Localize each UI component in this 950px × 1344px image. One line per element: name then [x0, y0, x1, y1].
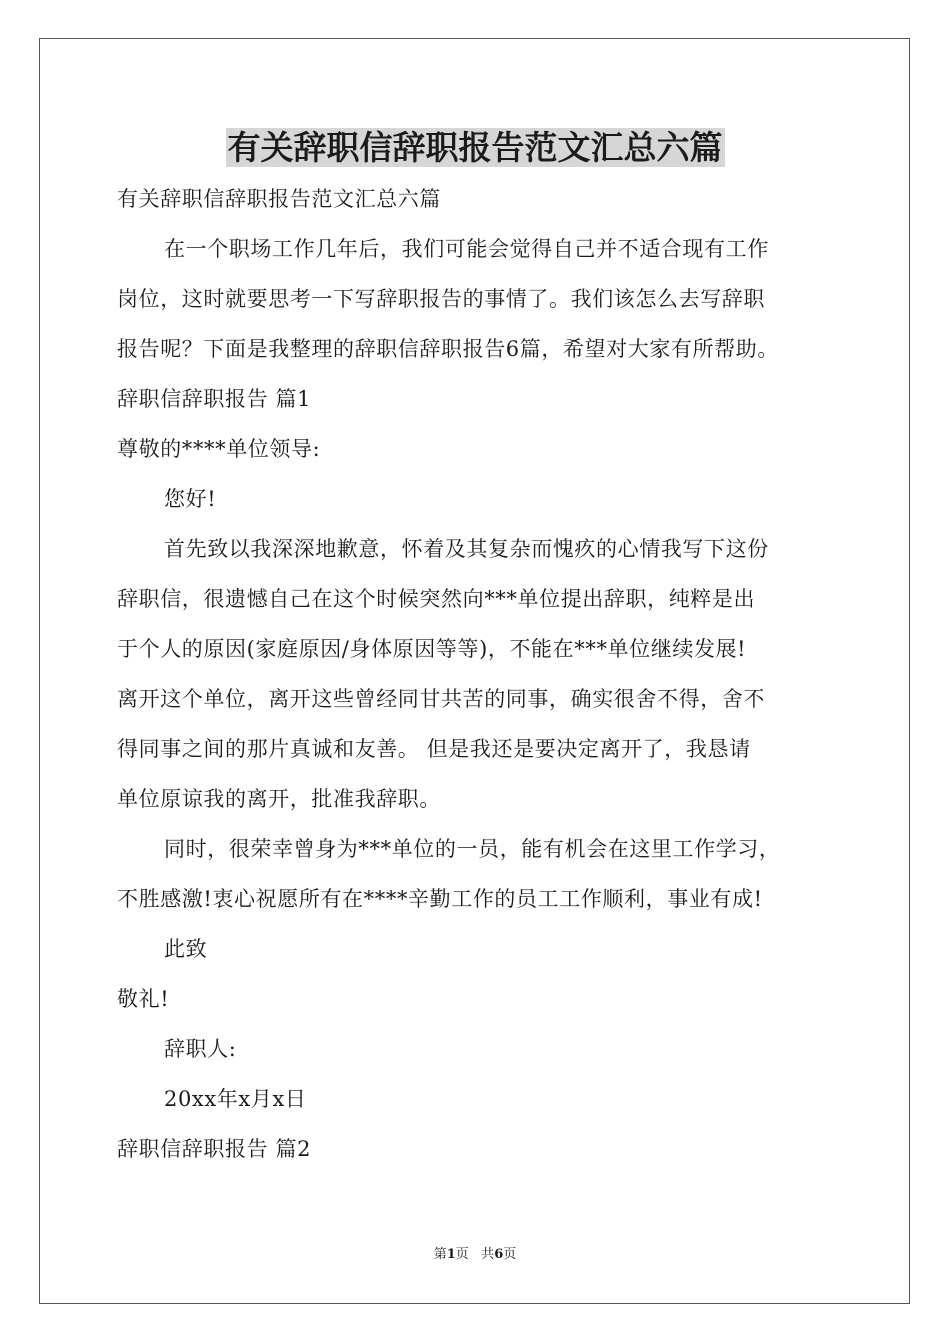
intro-paragraph-line: 报告呢？下面是我整理的辞职信辞职报告6篇，希望对大家有所帮助。: [117, 337, 779, 361]
body-paragraph-line: 单位原谅我的离开，批准我辞职。: [117, 787, 441, 811]
salutation: 尊敬的****单位领导:: [117, 437, 321, 461]
intro-paragraph-line: 岗位，这时就要思考一下写辞职报告的事情了。我们该怎么去写辞职: [117, 287, 765, 311]
document-title: [0, 126, 950, 170]
greeting: 您好!: [164, 487, 217, 511]
body-paragraph-line: 不胜感激!衷心祝愿所有在****辛勤工作的员工工作顺利，事业有成!: [117, 887, 763, 911]
page-footer: [0, 1246, 950, 1264]
body-paragraph-line: 于个人的原因(家庭原因/身体原因等等)，不能在***单位继续发展!: [117, 637, 747, 661]
total-label-prefix: 共: [481, 1247, 495, 1262]
body-paragraph-line: 辞职信，很遗憾自己在这个时候突然向***单位提出辞职，纯粹是出: [117, 587, 756, 611]
body-paragraph-line: 同时，很荣幸曾身为***单位的一员，能有机会在这里工作学习，: [164, 837, 781, 861]
subtitle-line: 有关辞职信辞职报告范文汇总六篇: [117, 187, 441, 211]
intro-paragraph-line: 在一个职场工作几年后，我们可能会觉得自己并不适合现有工作: [164, 237, 769, 261]
closing-line: 此致: [164, 937, 208, 961]
total-pages: 6: [494, 1247, 504, 1262]
section-heading-1: 辞职信辞职报告 篇1: [117, 387, 312, 411]
body-paragraph-line: 得同事之间的那片真诚和友善。 但是我还是要决定离开了，我恳请: [117, 737, 751, 761]
page-label-prefix: 第: [433, 1247, 447, 1262]
body-paragraph-line: 离开这个单位，离开这些曾经同甘共苦的同事，确实很舍不得，舍不: [117, 687, 765, 711]
page-label-suffix: 页: [455, 1247, 469, 1262]
signature-label: 辞职人:: [164, 1037, 237, 1061]
body-paragraph-line: 首先致以我深深地歉意，怀着及其复杂而愧疚的心情我写下这份: [164, 537, 769, 561]
document-title-text: 有关辞职信辞职报告范文汇总六篇: [227, 128, 723, 167]
date-line: 20xx年x月x日: [164, 1087, 307, 1111]
total-label-suffix: 页: [503, 1247, 517, 1262]
closing-regards: 敬礼!: [117, 987, 170, 1011]
page-number: 1: [446, 1247, 456, 1262]
page-border: [39, 38, 910, 1304]
section-heading-2: 辞职信辞职报告 篇2: [117, 1137, 312, 1161]
